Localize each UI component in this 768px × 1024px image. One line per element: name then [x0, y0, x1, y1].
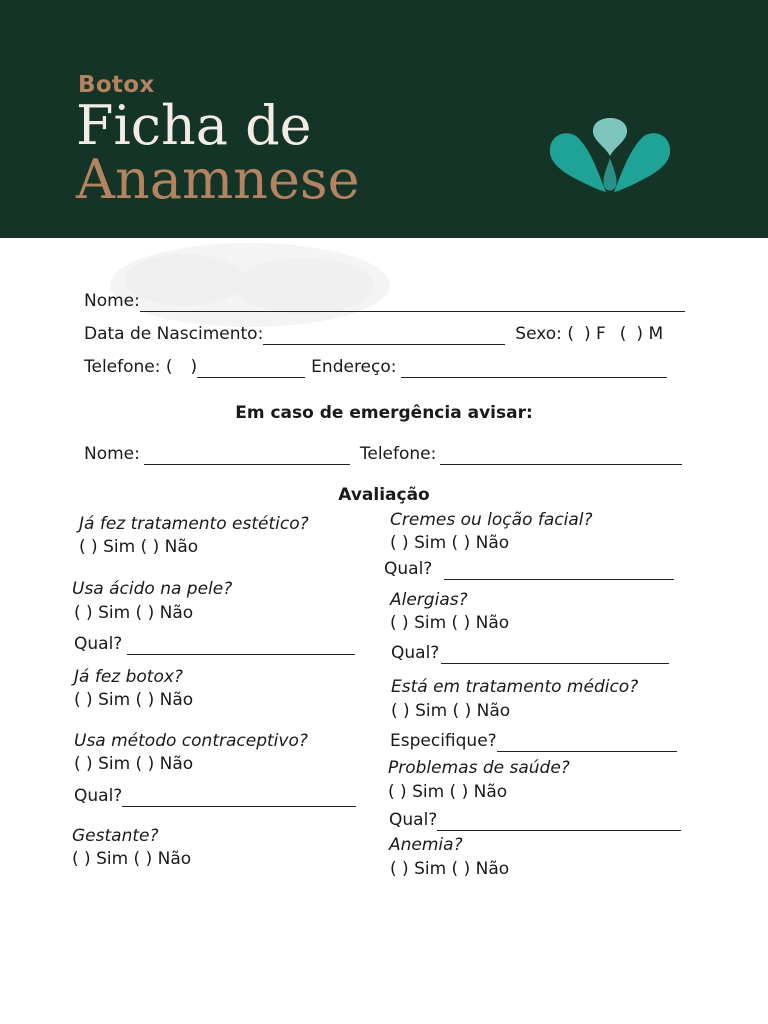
qual-contraceptivo-field[interactable] — [122, 790, 356, 807]
especifique-row — [390, 730, 677, 752]
qual-cremes-field[interactable] — [444, 563, 674, 580]
title-line-2: Anamnese — [76, 148, 360, 211]
nascimento-label: Data de Nascimento: — [84, 324, 264, 344]
endereco-label: Endereço: — [311, 357, 397, 377]
question-anemia: Anemia? — [389, 835, 463, 855]
qual-acido-row — [74, 633, 355, 655]
emergency-nome-label: Nome: — [84, 444, 140, 464]
question-alergias: Alergias? — [390, 590, 468, 610]
nascimento-field[interactable] — [263, 328, 505, 345]
nome-field[interactable] — [140, 295, 685, 312]
qual-contraceptivo-label: Qual? — [74, 786, 123, 806]
options-tratamento-estetico[interactable]: ( ) Sim ( ) Não — [79, 537, 199, 557]
especifique-field[interactable] — [497, 735, 677, 752]
especifique-label: Especifique? — [390, 731, 497, 751]
emergency-telefone-field[interactable] — [440, 448, 682, 465]
nome-label: Nome: — [84, 291, 140, 311]
qual-acido-label: Qual? — [74, 634, 123, 654]
qual-alergias-label: Qual? — [391, 643, 440, 663]
nascimento-row — [84, 323, 663, 345]
brand-label: Botox — [78, 72, 155, 98]
telefone-field[interactable] — [197, 361, 305, 378]
sexo-label: Sexo: ( — [515, 324, 574, 344]
qual-alergias-row — [391, 642, 669, 664]
endereco-field[interactable] — [401, 361, 667, 378]
options-problemas-saude[interactable]: ( ) Sim ( ) Não — [388, 782, 508, 802]
options-gestante[interactable]: ( ) Sim ( ) Não — [72, 849, 192, 869]
question-contraceptivo: Usa método contraceptivo? — [74, 731, 308, 751]
options-cremes[interactable]: ( ) Sim ( ) Não — [390, 533, 510, 553]
qual-problemas-label: Qual? — [389, 810, 438, 830]
title-line-1: Ficha de — [76, 94, 312, 157]
sexo-f-option[interactable]: ) F — [583, 324, 606, 344]
options-contraceptivo[interactable]: ( ) Sim ( ) Não — [74, 754, 194, 774]
telefone-endereco-row — [84, 356, 667, 378]
question-tratamento-medico: Está em tratamento médico? — [391, 677, 639, 697]
emergency-nome-field[interactable] — [144, 448, 350, 465]
lotus-heart-logo-icon — [548, 112, 672, 198]
telefone-label: Telefone: ( — [84, 357, 173, 377]
options-alergias[interactable]: ( ) Sim ( ) Não — [390, 613, 510, 633]
question-cremes: Cremes ou loção facial? — [390, 510, 593, 530]
question-acido: Usa ácido na pele? — [72, 579, 233, 599]
options-acido[interactable]: ( ) Sim ( ) Não — [74, 603, 194, 623]
sexo-m-paren: ( — [619, 324, 627, 344]
header-banner — [0, 0, 768, 238]
options-botox[interactable]: ( ) Sim ( ) Não — [74, 690, 194, 710]
emergency-heading: Em caso de emergência avisar: — [235, 403, 533, 423]
question-tratamento-estetico: Já fez tratamento estético? — [79, 514, 309, 534]
emergency-row — [84, 443, 682, 465]
qual-problemas-row — [389, 809, 681, 831]
qual-alergias-field[interactable] — [441, 647, 669, 664]
qual-cremes-row — [384, 558, 674, 580]
question-botox: Já fez botox? — [74, 667, 183, 687]
watermark-logo-icon — [105, 240, 395, 330]
question-problemas-saude: Problemas de saúde? — [388, 758, 570, 778]
evaluation-heading: Avaliação — [338, 485, 430, 505]
question-gestante: Gestante? — [72, 826, 159, 846]
emergency-telefone-label: Telefone: — [359, 444, 437, 464]
nome-row — [84, 290, 685, 312]
options-tratamento-medico[interactable]: ( ) Sim ( ) Não — [391, 701, 511, 721]
qual-problemas-field[interactable] — [437, 814, 681, 831]
options-anemia[interactable]: ( ) Sim ( ) Não — [390, 859, 510, 879]
qual-acido-field[interactable] — [127, 638, 355, 655]
qual-cremes-label: Qual? — [384, 559, 433, 579]
telefone-paren-close: ) — [190, 357, 198, 377]
qual-contraceptivo-row — [74, 785, 356, 807]
sexo-m-option[interactable]: ) M — [636, 324, 664, 344]
